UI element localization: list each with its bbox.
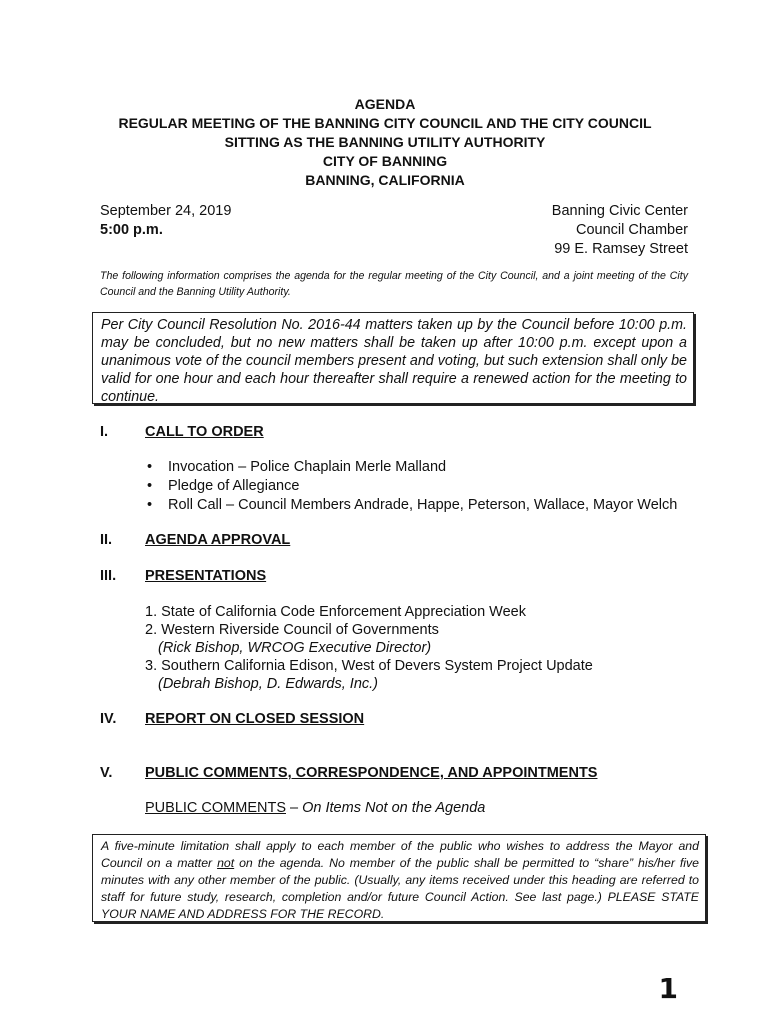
list-item: 3. Southern California Edison, West of Devers System Project Update <box>145 658 593 674</box>
section-title: REPORT ON CLOSED SESSION <box>145 711 365 727</box>
header-line-utility-authority: SITTING AS THE BANNING UTILITY AUTHORITY <box>224 134 546 150</box>
list-item: • Pledge of Allegiance <box>145 477 677 496</box>
public-comments-subtitle: On Items Not on the Agenda <box>302 800 486 816</box>
section-title: PUBLIC COMMENTS, CORRESPONDENCE, AND APPOINTMENTS <box>145 765 598 781</box>
section-number: IV. <box>100 711 117 727</box>
location-line-3: 99 E. Ramsey Street <box>554 241 688 257</box>
meeting-time: 5:00 p.m. <box>100 222 163 238</box>
public-comments-label: PUBLIC COMMENTS <box>145 800 286 816</box>
list-item: • Roll Call – Council Members Andrade, Happe, Peterson, Wallace, Mayor Welch <box>145 496 677 515</box>
presentations-list <box>145 603 593 693</box>
header-line-state: BANNING, CALIFORNIA <box>305 172 465 188</box>
meeting-datetime <box>100 202 231 240</box>
section-title: AGENDA APPROVAL <box>145 532 291 548</box>
agenda-intro: The following information comprises the agenda for the regular meeting of the City Council, and a joint meeting of the City Council and the Banning Utility Authority. <box>100 270 688 298</box>
notice-emphasis: not <box>217 856 235 870</box>
section-number: I. <box>100 424 109 440</box>
meeting-date: September 24, 2019 <box>100 203 232 219</box>
header-line-city: CITY OF BANNING <box>322 153 448 169</box>
meeting-location <box>552 202 688 259</box>
section-number: V. <box>100 765 113 781</box>
section-title: CALL TO ORDER <box>145 424 264 440</box>
resolution-notice-box: Per City Council Resolution No. 2016-44 matters taken up by the Council before 10:00 p.m. may be concluded, but no new matters shall be taken up after 10:00 p.m. except upon a unanimous vote of the council members present and voting, but such extension shall only be valid for one hour and each hour thereafter shall require a renewed action for the meeting to continue. <box>92 312 694 404</box>
location-line-2: Council Chamber <box>575 222 688 238</box>
list-item: • Invocation – Police Chaplain Merle Malland <box>145 458 677 477</box>
public-comments-heading <box>145 799 485 818</box>
section-number: III. <box>100 568 117 584</box>
location-line-1: Banning Civic Center <box>551 203 688 219</box>
page-number: 1 <box>658 972 678 1005</box>
header-line-meeting: REGULAR MEETING OF THE BANNING CITY COUNCIL AND THE CITY COUNCIL <box>118 115 652 131</box>
presenter-name: (Debrah Bishop, D. Edwards, Inc.) <box>158 676 379 692</box>
notice-text-part-1: A five-minute limitation shall apply to each member of the public who wishes to address the Mayor and Council on a matter <box>101 839 699 870</box>
list-item: 1. State of California Code Enforcement Appreciation Week <box>145 604 526 620</box>
section-title: PRESENTATIONS <box>145 568 267 584</box>
public-comments-dash: – <box>286 800 303 816</box>
agenda-header <box>0 95 770 190</box>
public-comments-notice-box <box>92 834 706 922</box>
presenter-name: (Rick Bishop, WRCOG Executive Director) <box>158 640 432 656</box>
notice-text-part-2: on the agenda. No member of the public shall be permitted to “share” his/her five minutes with any other member of the public. (Usually, any items received under this heading are referred to staff for future study, research, completion and/or future Council Action. See last page.) PLEASE STATE YOUR NAME AND ADDRESS FOR THE RECORD. <box>101 856 699 921</box>
call-to-order-list <box>145 458 677 515</box>
header-line-agenda: AGENDA <box>354 96 416 112</box>
section-number: II. <box>100 532 113 548</box>
list-item: 2. Western Riverside Council of Governments <box>145 622 439 638</box>
